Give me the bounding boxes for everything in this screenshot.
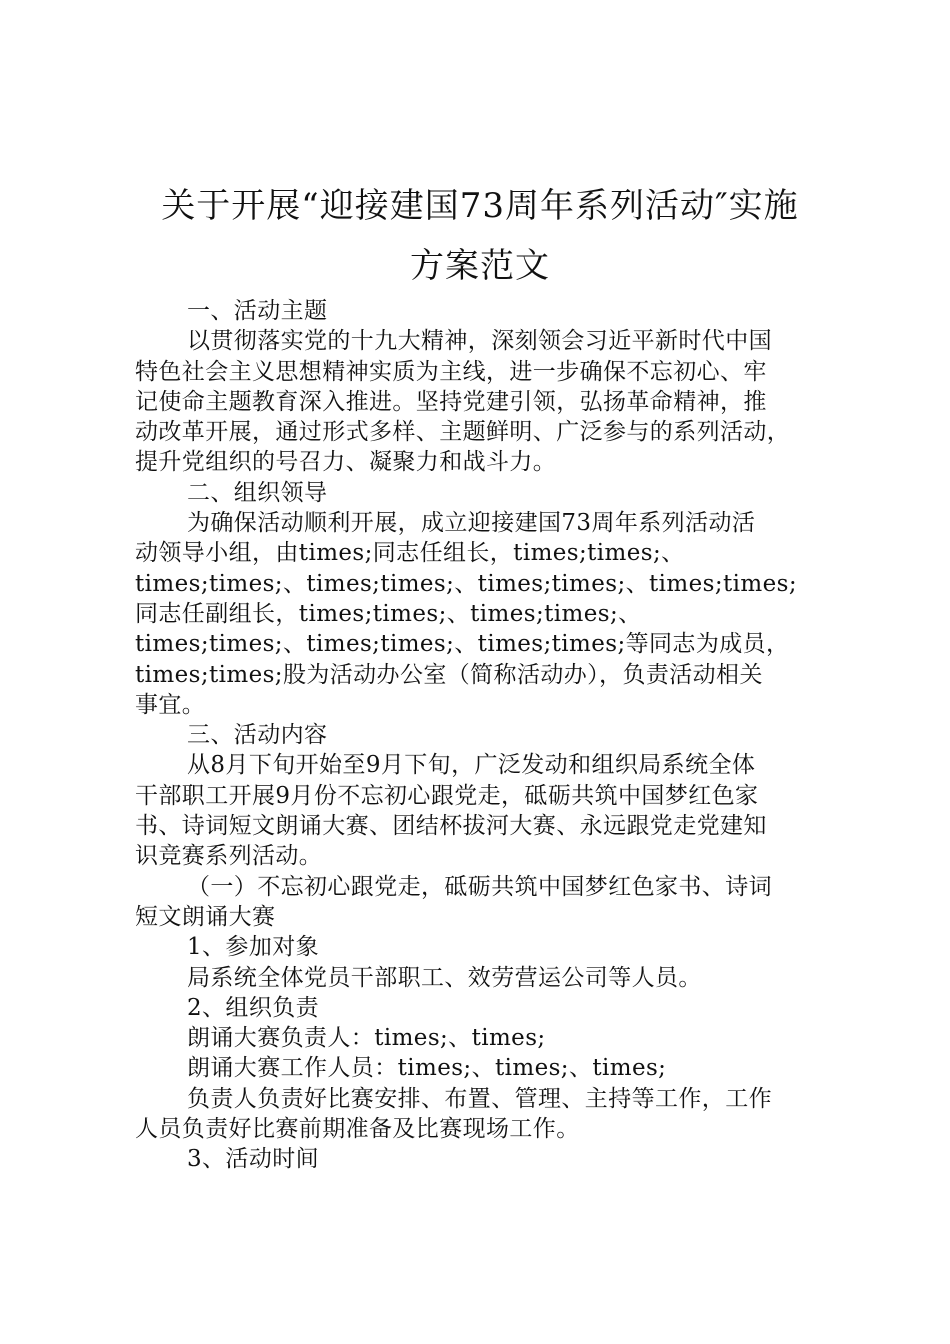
section-heading-leadership: 二、组织领导 bbox=[187, 479, 328, 506]
item-heading-organization: 2、组织负责 bbox=[187, 994, 320, 1021]
document-title-line-2: 方案范文 bbox=[410, 246, 550, 286]
item-heading-time: 3、活动时间 bbox=[187, 1146, 320, 1173]
paragraph-line: 干部职工开展9月份不忘初心跟党走，砥砺共筑中国梦红色家 bbox=[135, 782, 759, 809]
paragraph-line: 识竞赛系列活动。 bbox=[135, 843, 323, 870]
paragraph-line: 朗诵大赛工作人员：times;、times;、times; bbox=[187, 1055, 667, 1082]
paragraph-line: 书、诗词短文朗诵大赛、团结杯拔河大赛、永远跟党走党建知 bbox=[135, 813, 767, 840]
document-title-line-1: 关于开展“迎接建国73周年系列活动″实施 bbox=[161, 186, 799, 226]
paragraph-line: 负责人负责好比赛安排、布置、管理、主持等工作，工作 bbox=[187, 1085, 772, 1112]
paragraph-line: times;times;、times;times;、times;times;等同志为成员， bbox=[135, 631, 790, 658]
paragraph-line: 特色社会主义思想精神实质为主线，进一步确保不忘初心、牢 bbox=[135, 358, 767, 385]
paragraph-line: 为确保活动顺利开展，成立迎接建国73周年系列活动活 bbox=[187, 510, 756, 537]
paragraph-line: 同志任副组长，times;times;、times;times;、 bbox=[135, 600, 642, 627]
section-heading-content: 三、活动内容 bbox=[187, 722, 328, 749]
paragraph-line: 记使命主题教育深入推进。坚持党建引领，弘扬革命精神，推 bbox=[135, 388, 767, 415]
subsection-heading-continued: 短文朗诵大赛 bbox=[135, 903, 276, 930]
paragraph-line: 人员负责好比赛前期准备及比赛现场工作。 bbox=[135, 1116, 580, 1143]
paragraph-line: 提升党组织的号召力、凝聚力和战斗力。 bbox=[135, 449, 557, 476]
paragraph-line: 动改革开展，通过形式多样、主题鲜明、广泛参与的系列活动， bbox=[135, 419, 791, 446]
paragraph-line: 朗诵大赛负责人：times;、times; bbox=[187, 1025, 546, 1052]
paragraph-line: 事宜。 bbox=[135, 691, 206, 718]
paragraph-line: times;times;、times;times;、times;times;、times;times; bbox=[135, 570, 797, 597]
paragraph-line: 从8月下旬开始至9月下旬，广泛发动和组织局系统全体 bbox=[187, 752, 756, 779]
section-heading-theme: 一、活动主题 bbox=[187, 298, 328, 324]
item-heading-participants: 1、参加对象 bbox=[187, 934, 320, 961]
paragraph-line: times;times;股为活动办公室（简称活动办），负责活动相关 bbox=[135, 661, 763, 688]
paragraph-line: 以贯彻落实党的十九大精神，深刻领会习近平新时代中国 bbox=[187, 328, 772, 355]
paragraph-line: 局系统全体党员干部职工、效劳营运公司等人员。 bbox=[187, 964, 702, 991]
paragraph-line: 动领导小组，由times;同志任组长，times;times;、 bbox=[135, 540, 685, 567]
subsection-heading: （一）不忘初心跟党走，砥砺共筑中国梦红色家书、诗词 bbox=[187, 873, 772, 900]
document-body bbox=[135, 296, 825, 1175]
